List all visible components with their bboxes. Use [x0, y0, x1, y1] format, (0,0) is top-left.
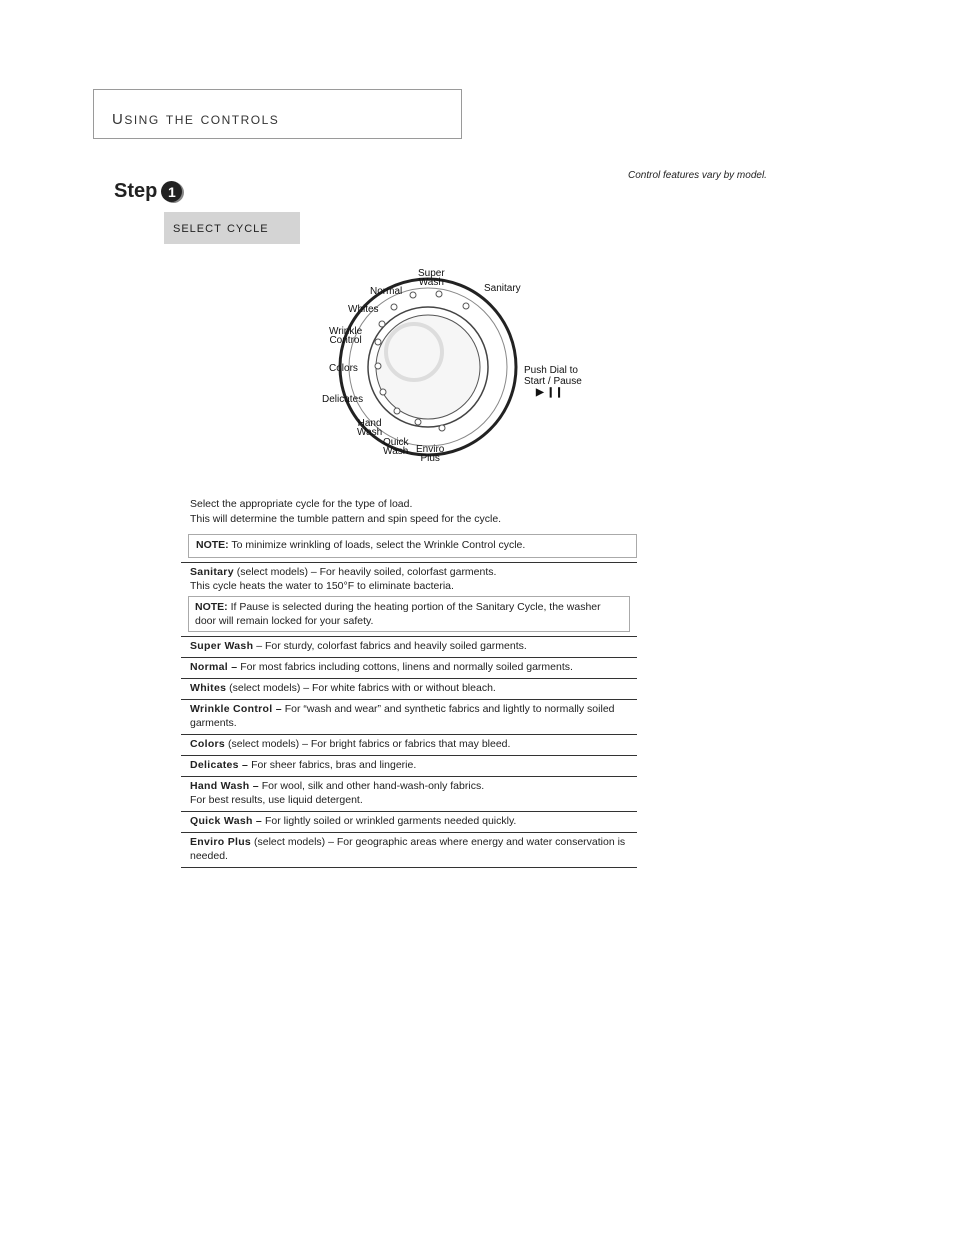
cycle-entry-delicates: [181, 755, 637, 776]
cycle-description-line2: For best results, use liquid detergent.: [190, 794, 363, 806]
cycle-name: Sanitary: [190, 566, 234, 578]
dial-label-super-wash: Super Wash: [418, 268, 445, 288]
section-title: using the controls: [112, 104, 280, 129]
indicator-enviro-plus: [439, 425, 445, 431]
model-variance-note: Control features vary by model.: [628, 170, 767, 181]
cycle-description: (select models) – For geographic areas where energy and water conservation is needed.: [190, 836, 626, 862]
wrinkle-note-box: [188, 534, 637, 558]
note-label: NOTE:: [196, 539, 229, 551]
section-header-box: [93, 89, 462, 139]
cycle-name: Wrinkle Control –: [190, 703, 282, 715]
cycle-entry-normal: [181, 657, 637, 678]
cycle-entry-enviro-plus: [181, 832, 637, 868]
cycle-entry-quick-wash: [181, 811, 637, 832]
cycle-name: Super Wash: [190, 640, 254, 652]
cycle-entry-sanitary: [181, 562, 637, 636]
indicator-hand-wash: [394, 408, 400, 414]
cycle-description: For “wash and wear” and synthetic fabrics and lightly to normally soiled garments.: [190, 703, 615, 729]
select-cycle-subhead: [164, 212, 300, 244]
cycle-name: Colors: [190, 738, 226, 750]
dial-label-whites: Whites: [348, 304, 379, 315]
step-heading: [114, 180, 182, 203]
intro-line-2: This will determine the tumble pattern and spin speed for the cycle.: [190, 513, 502, 525]
cycle-entry-hand-wash: [181, 776, 637, 811]
dial-label-delicates: Delicates: [322, 394, 364, 405]
indicator-wrinkle-control-2: [375, 339, 381, 345]
dial-label-quick-wash: Quick Wash: [383, 437, 409, 457]
subhead-text: select cycle: [173, 219, 269, 236]
cycle-dial-illustration: [310, 262, 610, 472]
indicator-super-wash: [436, 291, 442, 297]
sanitary-note-box: [188, 596, 630, 632]
cycle-name: Whites: [190, 682, 227, 694]
cycle-entry-whites: [181, 678, 637, 699]
note-text: To minimize wrinkling of loads, select the Wrinkle Control cycle.: [228, 539, 526, 551]
indicator-wrinkle-control: [379, 321, 385, 327]
note-label: NOTE:: [195, 601, 228, 613]
note-text: If Pause is selected during the heating portion of the Sanitary Cycle, the washer door will remain locked for your safety.: [195, 601, 601, 627]
step-label: Step: [114, 180, 158, 202]
dial-label-normal: Normal: [370, 286, 403, 297]
play-pause-icon: ▶ ❙❙: [536, 387, 564, 398]
cycle-list: [181, 562, 637, 868]
cycle-entry-wrinkle-control: [181, 699, 637, 734]
cycle-description-line2: This cycle heats the water to 150°F to eliminate bacteria.: [190, 580, 454, 592]
cycle-description: For most fabrics including cottons, linens and normally soiled garments.: [237, 661, 573, 673]
step-number-badge: 1: [161, 181, 182, 202]
dial-label-hand-wash: Hand Wash: [357, 418, 383, 438]
cycle-description: (select models) – For heavily soiled, colorfast garments.: [233, 566, 497, 578]
cycle-description: (select models) – For white fabrics with or without bleach.: [226, 682, 496, 694]
cycle-name: Hand Wash –: [190, 780, 259, 792]
dial-label-wrinkle-control: Wrinkle Control: [329, 326, 363, 346]
dial-label-push-dial: Push Dial to Start / Pause: [524, 365, 582, 387]
cycle-description: (select models) – For bright fabrics or fabrics that may bleed.: [225, 738, 511, 750]
cycle-entry-super-wash: [181, 636, 637, 657]
indicator-normal: [410, 292, 416, 298]
dial-label-sanitary: Sanitary: [484, 283, 521, 294]
cycle-name: Normal –: [190, 661, 238, 673]
indicator-colors: [375, 363, 381, 369]
cycle-entry-colors: [181, 734, 637, 755]
dial-label-enviro-plus: Enviro Plus: [416, 444, 445, 464]
intro-text: [190, 497, 501, 527]
indicator-quick-wash: [415, 419, 421, 425]
indicator-whites: [391, 304, 397, 310]
cycle-name: Delicates –: [190, 759, 249, 771]
cycle-description: For sheer fabrics, bras and lingerie.: [248, 759, 417, 771]
cycle-description: For lightly soiled or wrinkled garments needed quickly.: [262, 815, 517, 827]
cycle-name: Enviro Plus: [190, 836, 252, 848]
cycle-name: Quick Wash –: [190, 815, 263, 827]
cycle-description: For wool, silk and other hand-wash-only fabrics.: [258, 780, 485, 792]
indicator-sanitary: [463, 303, 469, 309]
dial-label-colors: Colors: [329, 363, 358, 374]
cycle-description: – For sturdy, colorfast fabrics and heavily soiled garments.: [253, 640, 527, 652]
intro-line-1: Select the appropriate cycle for the type of load.: [190, 498, 413, 510]
indicator-delicates: [380, 389, 386, 395]
